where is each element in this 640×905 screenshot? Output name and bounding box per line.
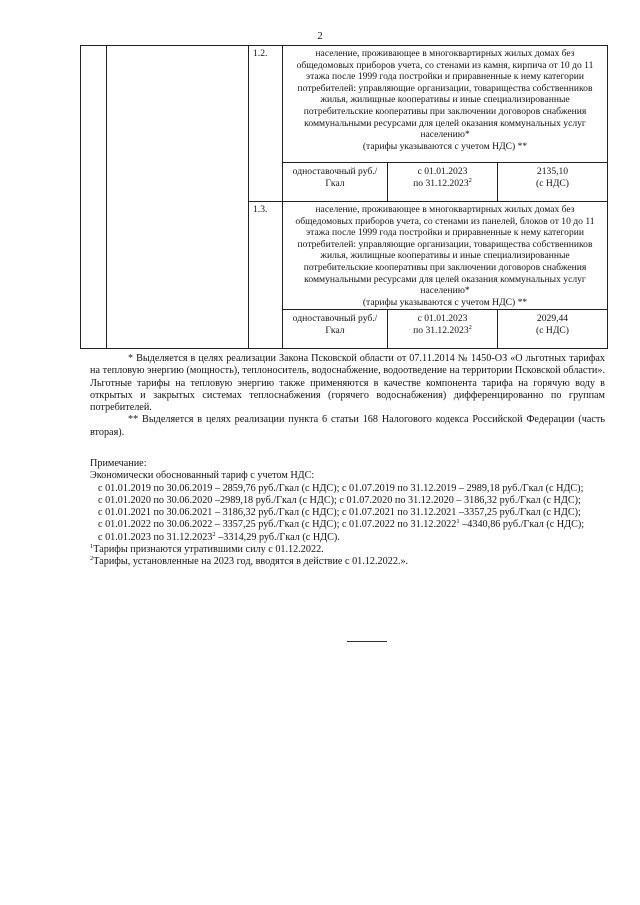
footnote-1 (90, 544, 605, 556)
tariff-value (498, 310, 608, 349)
row-number: 1.3. (249, 202, 283, 349)
date-from: с 01.01.2023 (417, 166, 468, 177)
table-row (81, 46, 608, 163)
footnote-star2: ** Выделяется в целях реализации пункта 6 статьи 168 Налогового кодекса Российской Федерации (часть вторая). (90, 414, 605, 438)
footnote-star1: * Выделяется в целях реализации Закона Псковской области от 07.11.2014 № 1450-ОЗ «О льготных тарифах на тепловую энергию (мощность), теплоноситель, водоснабжение, водоотведение на территории Псковской области». Льготные тарифы на тепловую энергию также применяются в качестве компонента тарифа на горячую воду в открытых и закрытых системах теплоснабжения (горячего водоснабжения) дифференцированно по группам потребителей. (90, 353, 605, 414)
note-line-2023-value: –3314,29 руб./Гкал (с НДС). (215, 531, 340, 543)
note-line-2022-value: –4340,86 руб./Гкал (с НДС); (459, 519, 585, 531)
note-line-2023-text: с 01.01.2023 по 31.12.2023 (98, 531, 213, 543)
vat-note: (тарифы указываются с учетом НДС) ** (362, 140, 528, 152)
date-to: по 31.12.2023 (413, 324, 469, 336)
footnotes (90, 353, 605, 439)
date-to: по 31.12.2023 (413, 177, 469, 189)
consumer-description (283, 46, 608, 163)
value-note: (с НДС) (536, 177, 569, 189)
note-intro: Экономически обоснованный тариф с учетом НДС: (90, 470, 315, 482)
value: 2135,10 (536, 166, 569, 177)
tariff-period (388, 163, 498, 202)
footnote-mark: 2 (468, 176, 472, 184)
value-note: (с НДС) (536, 324, 569, 336)
page-number: 2 (317, 30, 323, 42)
note-title: Примечание: (90, 458, 147, 469)
description-text: население, проживающее в многоквартирных жилых домах без общедомовых приборов учета, со стенами из камня, кирпича от 10 до 11 этажа после 1999 года постройки и приравненные к нему категории потребителей: управляющие организации, товарищества собственников жилья, жилищные кооперативы и иные специализированные потребительские кооперативы при заключении договоров снабжения коммунальными ресурсами для целей оказания коммунальных услуг населению* (296, 48, 594, 141)
tariff-type: одноставочный руб./Гкал (283, 163, 388, 202)
note-line-2019: с 01.01.2019 по 30.06.2019 – 2859,76 руб./Гкал (с НДС); с 01.07.2019 по 31.12.2019 – 2989,18 руб./Гкал (с НДС); (98, 482, 584, 494)
note-line-2022-text: с 01.01.2022 по 30.06.2022 – 3357,25 руб./Гкал (с НДС); с 01.07.2022 по 31.12.2022 (98, 519, 457, 531)
end-rule (347, 641, 387, 642)
note-line-2022 (90, 519, 605, 531)
consumer-description (283, 202, 608, 310)
tariff-period (388, 310, 498, 349)
footnote-mark: 2 (212, 530, 216, 538)
footnote-mark: 1 (456, 518, 460, 526)
tariff-value (498, 163, 608, 202)
note-line-2023 (90, 532, 605, 544)
footnote-1-text: Тарифы признаются утратившими силу с 01.12.2022. (93, 544, 324, 556)
footnote-2 (90, 556, 605, 568)
row-number: 1.2. (249, 46, 283, 202)
description-text: население, проживающее в многоквартирных жилых домах без общедомовых приборов учета, со стенами из панелей, блоков от 10 до 11 этажа после 1999 года постройки и приравненные к нему категории потребителей: управляющие организации, товарищества собственников жилья, жилищные кооперативы и иные специализированные потребительские кооперативы при заключении договоров снабжения коммунальными ресурсами для целей оказания коммунальных услуг населению* (295, 204, 595, 297)
footnote-mark: 2 (468, 323, 472, 331)
table-cell-empty (81, 46, 107, 349)
vat-note: (тарифы указываются с учетом НДС) ** (362, 296, 528, 308)
footnote-mark: 1 (90, 543, 94, 551)
footnote-mark: 2 (90, 555, 94, 563)
tariff-type: одноставочный руб./Гкал (283, 310, 388, 349)
note-section (90, 458, 605, 569)
tariff-table (80, 45, 608, 349)
footnote-2-text: Тарифы, установленные на 2023 год, вводятся в действие с 01.12.2022.». (93, 556, 409, 568)
note-line-2020: с 01.01.2020 по 30.06.2020 –2989,18 руб./Гкал (с НДС); с 01.07.2020 по 31.12.2020 – 3186,32 руб./Гкал (с НДС); (98, 494, 581, 506)
value: 2029,44 (536, 313, 569, 325)
note-line-2021: с 01.01.2021 по 30.06.2021 – 3186,32 руб./Гкал (с НДС); с 01.07.2021 по 31.12.2021 –3357,25 руб./Гкал (с НДС); (98, 507, 581, 519)
table-cell-empty (107, 46, 249, 349)
date-from: с 01.01.2023 (417, 313, 468, 325)
